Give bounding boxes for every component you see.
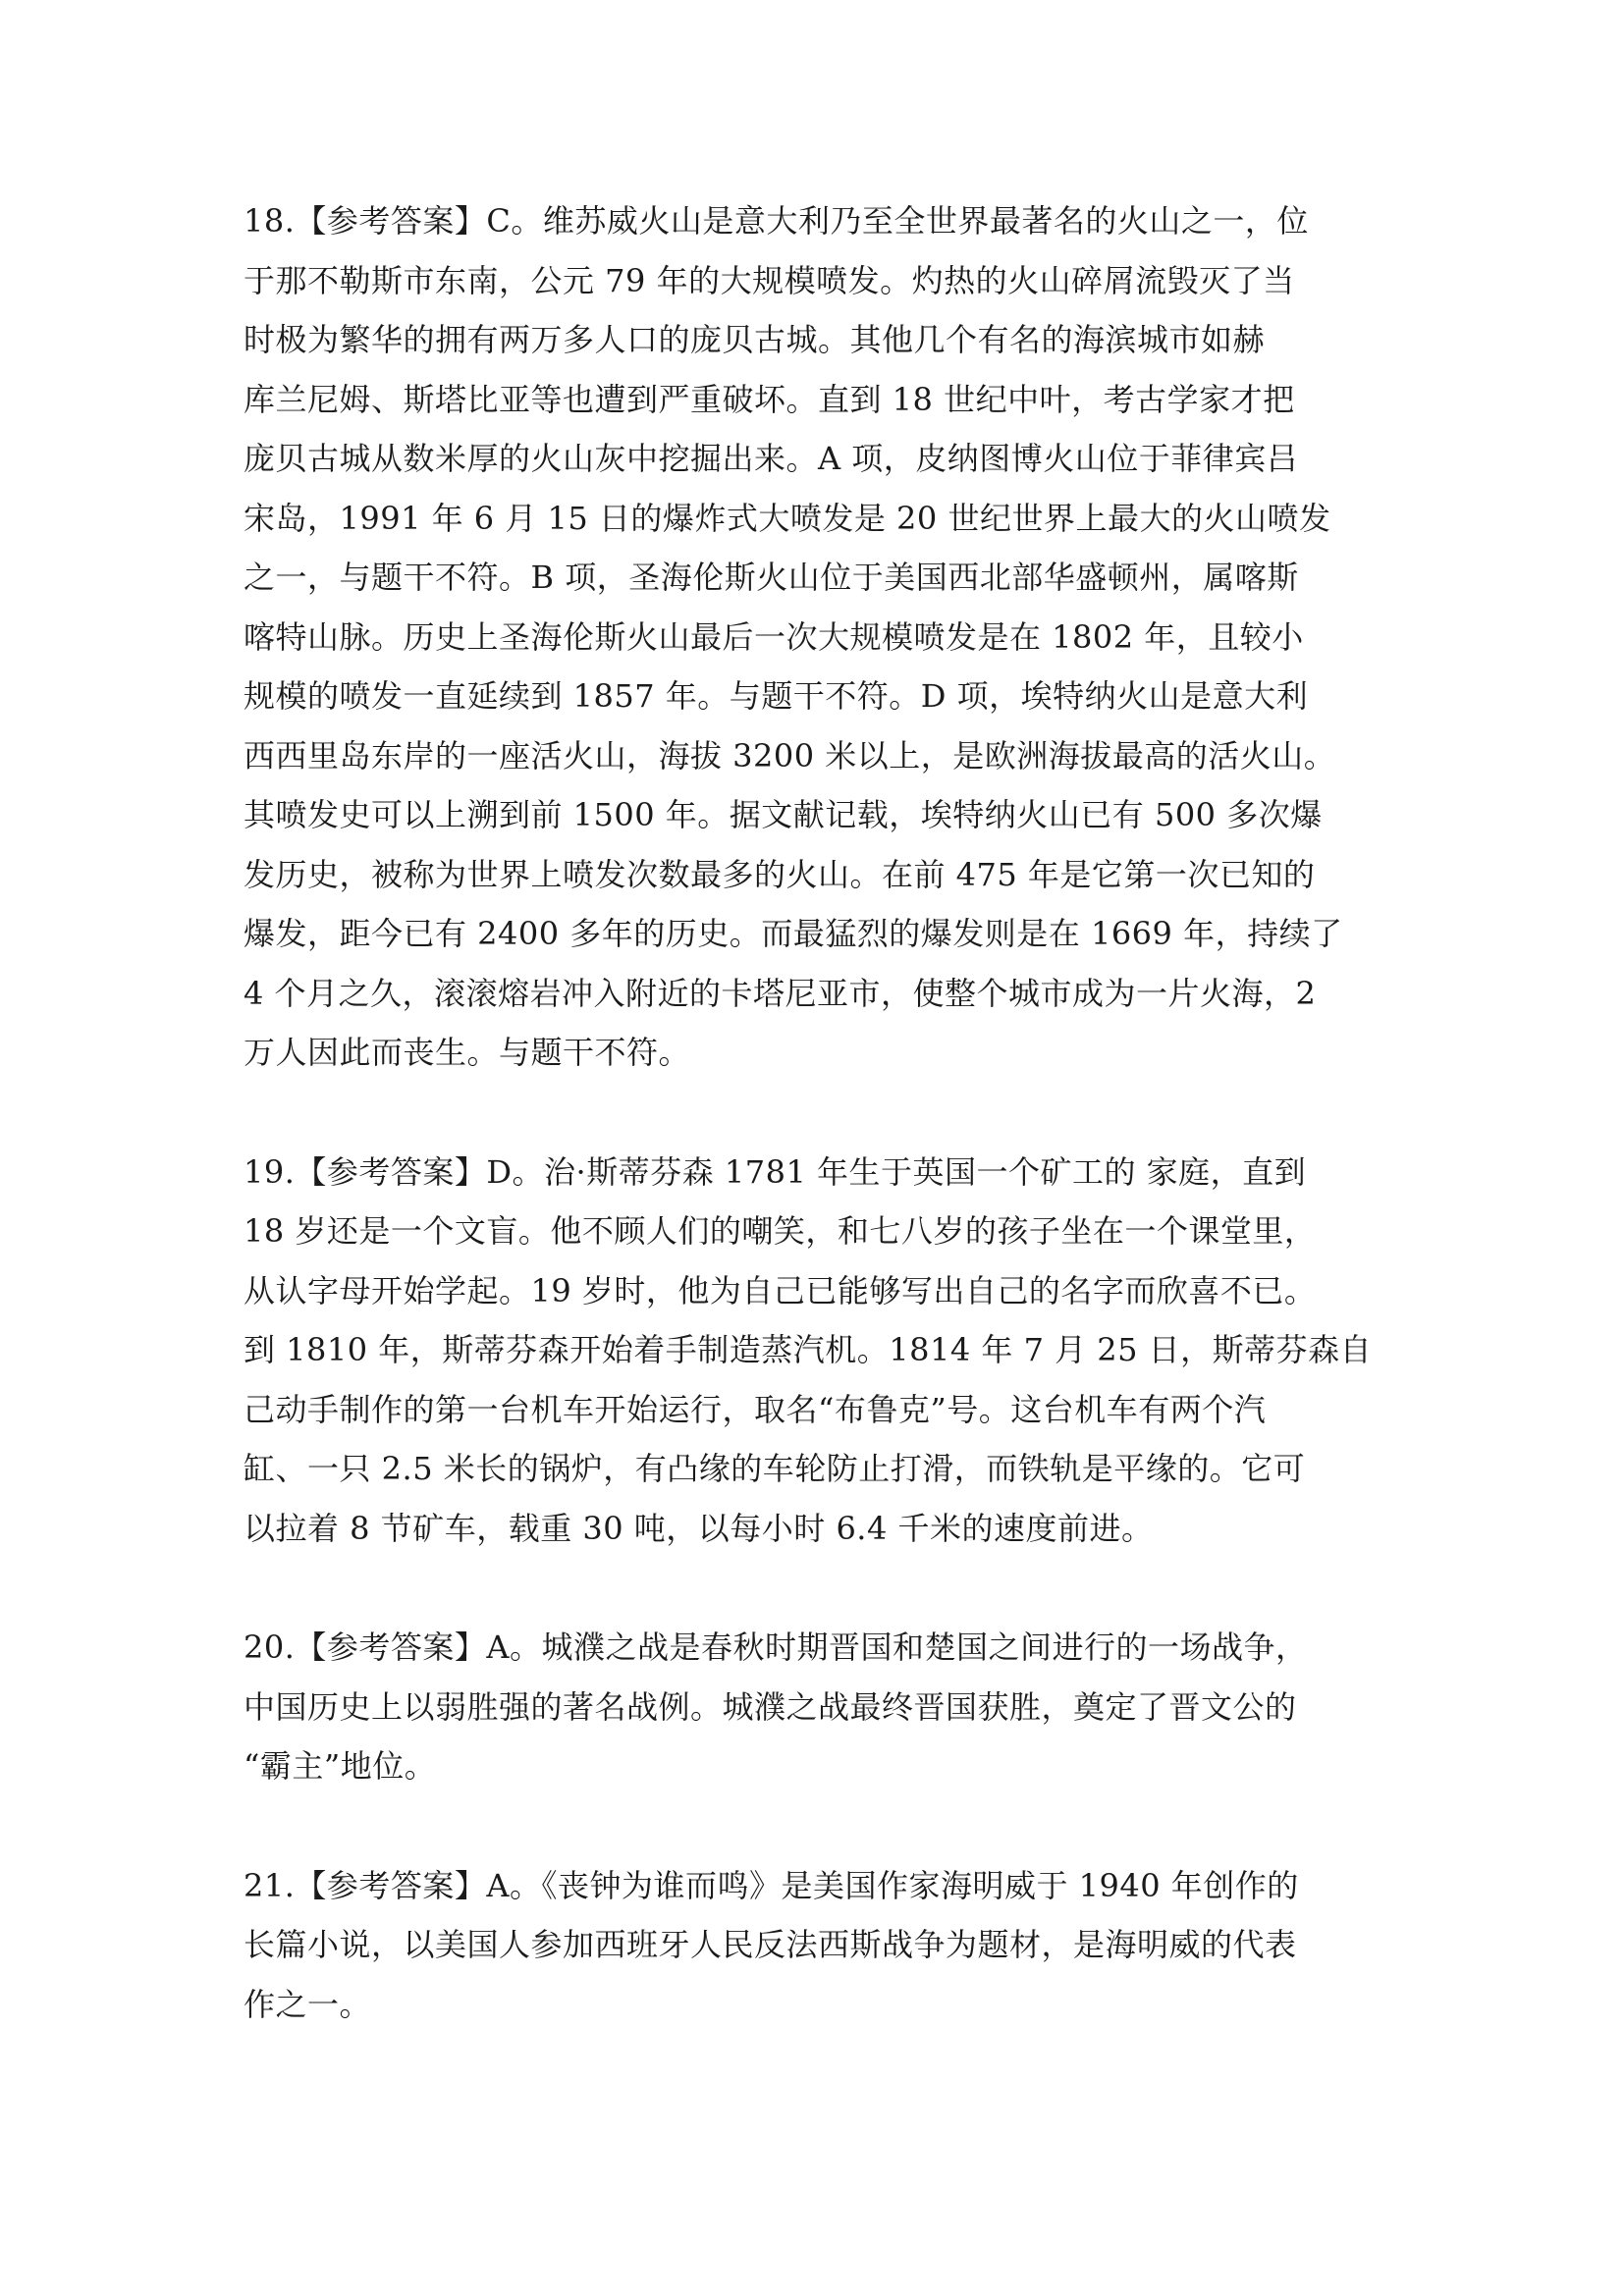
text-line: 19.【参考答案】D。治·斯蒂芬森 1781 年生于英国一个矿工的 家庭，直到 [244, 1152, 1307, 1191]
text-line: “霸主”地位。 [244, 1747, 437, 1785]
text-line: 发历史，被称为世界上喷发次数最多的火山。在前 475 年是它第一次已知的 [244, 855, 1316, 893]
text-line: 己动手制作的第一台机车开始运行，取名“布鲁克”号。这台机车有两个汽 [244, 1390, 1267, 1428]
text-line: 长篇小说，以美国人参加西班牙人民反法西斯战争为题材，是海明威的代表 [244, 1926, 1297, 1963]
answer-paragraph-21 [244, 1856, 1392, 2035]
text-line: 喀特山脉。历史上圣海伦斯火山最后一次大规模喷发是在 1802 年，且较小 [244, 617, 1304, 656]
answer-paragraph-18 [244, 191, 1392, 1083]
text-line: 缸、一只 2.5 米长的锅炉，有凸缘的车轮防止打滑，而铁轨是平缘的。它可 [244, 1450, 1306, 1487]
answer-paragraph-20 [244, 1618, 1392, 1796]
text-line: 时极为繁华的拥有两万多人口的庞贝古城。其他几个有名的海滨城市如赫 [244, 321, 1266, 358]
text-line: 规模的喷发一直延续到 1857 年。与题干不符。D 项，埃特纳火山是意大利 [244, 677, 1309, 715]
text-line: 4 个月之久，滚滚熔岩冲入附近的卡塔尼亚市，使整个城市成为一片火海，2 [244, 974, 1317, 1012]
text-line: 宋岛，1991 年 6 月 15 日的爆炸式大喷发是 20 世纪世界上最大的火山喷发 [244, 499, 1331, 537]
text-line: 20.【参考答案】A。城濮之战是春秋时期晋国和楚国之间进行的一场战争， [244, 1629, 1308, 1666]
text-line: 爆发，距今已有 2400 多年的历史。而最猛烈的爆发则是在 1669 年，持续了 [244, 915, 1343, 952]
text-line: 万人因此而丧生。与题干不符。 [244, 1034, 691, 1071]
text-line: 21.【参考答案】A。《丧钟为谁而鸣》是美国作家海明威于 1940 年创作的 [244, 1866, 1299, 1904]
text-line: 以拉着 8 节矿车，载重 30 吨，以每小时 6.4 千米的速度前进。 [244, 1509, 1154, 1547]
text-line: 库兰尼姆、斯塔比亚等也遭到严重破坏。直到 18 世纪中叶，考古学家才把 [244, 380, 1295, 418]
text-line: 西西里岛东岸的一座活火山，海拔 3200 米以上，是欧洲海拔最高的活火山。 [244, 736, 1336, 774]
text-line: 中国历史上以弱胜强的著名战例。城濮之战最终晋国获胜，奠定了晋文公的 [244, 1687, 1297, 1726]
text-line: 从认字母开始学起。19 岁时，他为自己已能够写出自己的名字而欣喜不已。 [244, 1271, 1317, 1309]
text-line: 之一，与题干不符。B 项，圣海伦斯火山位于美国西北部华盛顿州，属喀斯 [244, 559, 1299, 596]
answer-paragraph-19 [244, 1143, 1392, 1559]
text-line: 其喷发史可以上溯到前 1500 年。据文献记载，埃特纳火山已有 500 多次爆 [244, 796, 1323, 833]
text-line: 庞贝古城从数米厚的火山灰中挖掘出来。A 项，皮纳图博火山位于菲律宾吕 [244, 440, 1299, 477]
answer-list [244, 191, 1392, 2034]
text-line: 18 岁还是一个文盲。他不顾人们的嘲笑，和七八岁的孩子坐在一个课堂里， [244, 1212, 1317, 1250]
text-line: 作之一。 [244, 1985, 372, 2023]
text-line: 到 1810 年，斯蒂芬森开始着手制造蒸汽机。1814 年 7 月 25 日，斯蒂芬森自 [244, 1331, 1373, 1368]
text-line: 18.【参考答案】C。维苏威火山是意大利乃至全世界最著名的火山之一，位 [244, 202, 1309, 240]
text-line: 于那不勒斯市东南，公元 79 年的大规模喷发。灼热的火山碎屑流毁灭了当 [244, 261, 1295, 299]
